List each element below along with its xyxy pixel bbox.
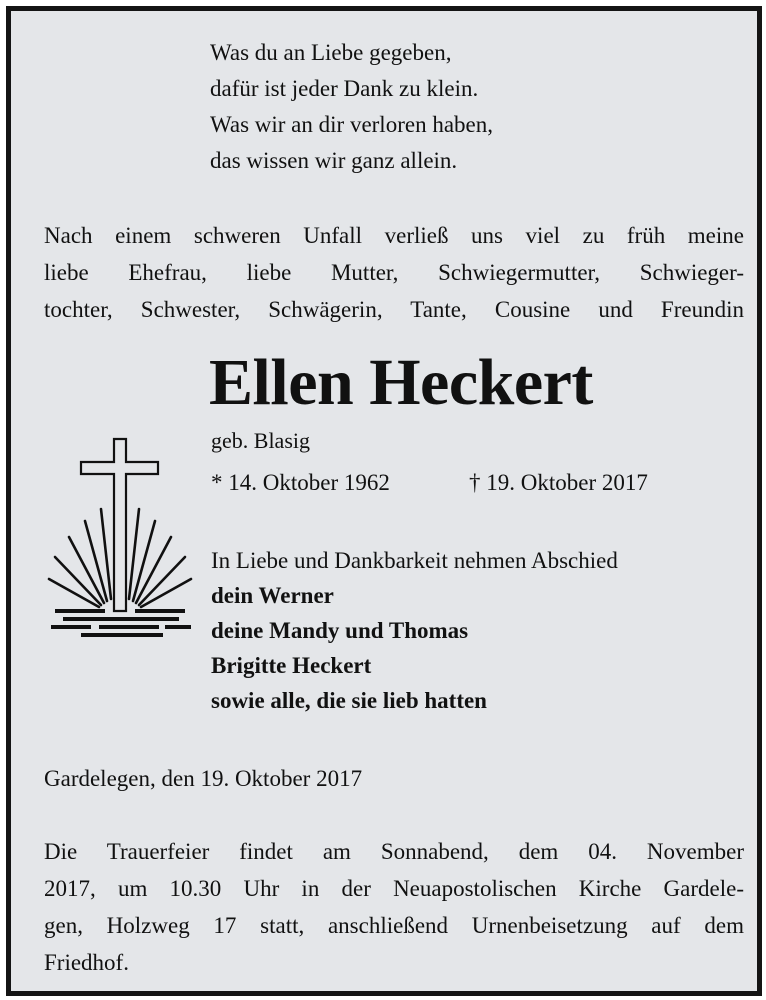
service-line: 2017, um 10.30 Uhr in der Neuapostolischen Kirche Gardele- xyxy=(44,876,744,901)
poem-line: das wissen wir ganz allein. xyxy=(210,148,458,173)
place-date: Gardelegen, den 19. Oktober 2017 xyxy=(44,766,363,791)
service-line: gen, Holzweg 17 statt, anschließend Urnenbeisetzung auf dem xyxy=(44,913,744,938)
intro-text xyxy=(44,217,744,328)
mourner-name: dein Werner xyxy=(211,583,334,608)
poem-line: dafür ist jeder Dank zu klein. xyxy=(210,76,479,101)
mourner-name: deine Mandy und Thomas xyxy=(211,618,469,643)
intro-line: Nach einem schweren Unfall verließ uns viel zu früh meine xyxy=(44,223,744,248)
birth-date: * 14. Oktober 1962 xyxy=(211,470,390,495)
service-text xyxy=(44,833,744,981)
service-line: Die Trauerfeier findet am Sonnabend, dem 04. November xyxy=(44,839,744,864)
mourner-name: sowie alle, die sie lieb hatten xyxy=(211,688,487,713)
service-line: Friedhof. xyxy=(44,950,129,975)
intro-line: tochter, Schwester, Schwägerin, Tante, Cousine und Freundin xyxy=(44,297,744,322)
intro-line: liebe Ehefrau, liebe Mutter, Schwiegermutter, Schwieger- xyxy=(44,260,744,285)
cross-sunrise-icon xyxy=(41,429,201,639)
poem-line: Was wir an dir verloren haben, xyxy=(210,112,493,137)
memorial-poem xyxy=(210,35,493,179)
death-date: † 19. Oktober 2017 xyxy=(469,470,648,495)
mourner-name: Brigitte Heckert xyxy=(211,653,372,678)
birth-name: geb. Blasig xyxy=(211,428,310,453)
farewell-block xyxy=(211,543,618,718)
life-dates xyxy=(211,466,648,500)
deceased-name: Ellen Heckert xyxy=(209,346,593,419)
farewell-intro: In Liebe und Dankbarkeit nehmen Abschied xyxy=(211,548,618,573)
obituary-notice xyxy=(6,6,762,996)
poem-line: Was du an Liebe gegeben, xyxy=(210,40,452,65)
